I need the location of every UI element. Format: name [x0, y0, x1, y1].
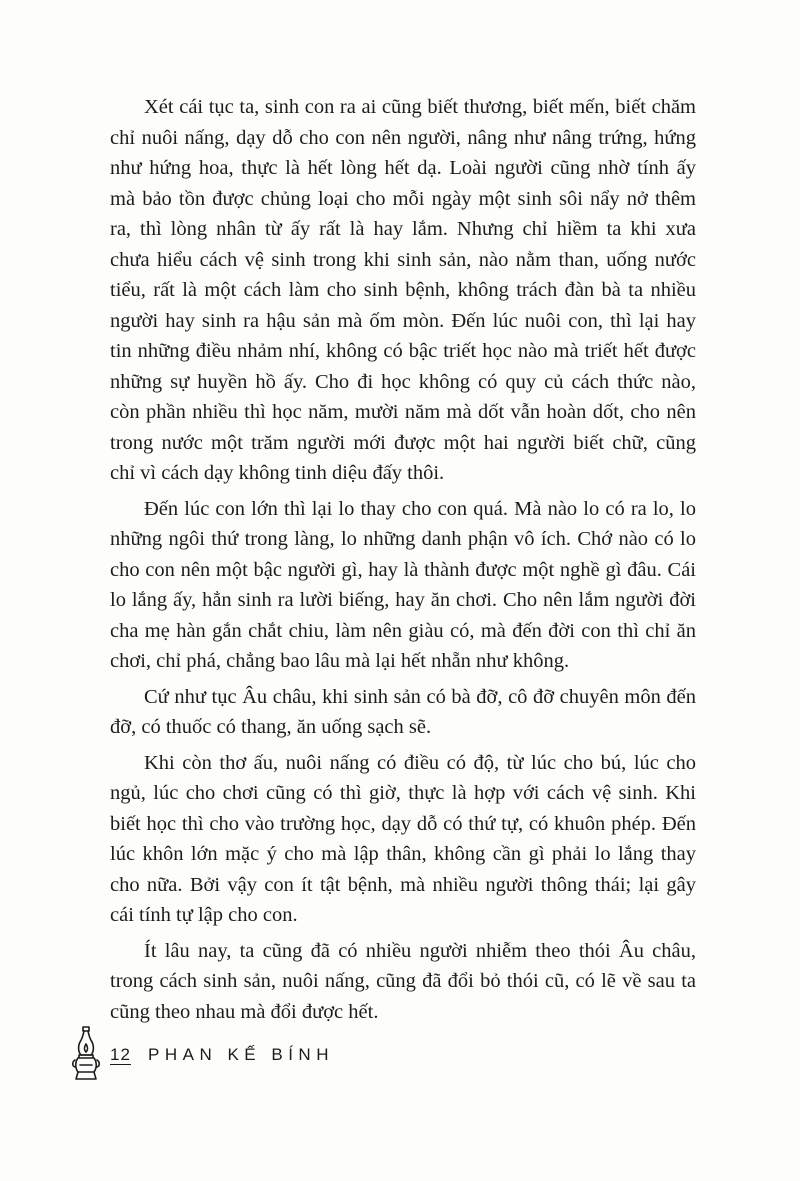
text-line: người hay sinh ra hậu sản mà ốm mòn. Đến lúc nuôi con, thì lại hay: [110, 309, 696, 332]
text-line: ngủ, lúc cho chơi cũng có thì giờ, thực là hợp với cách vệ sinh. Khi: [110, 782, 696, 804]
text-line: Ít lâu nay, ta cũng đã có nhiều người nhiễm theo thói Âu châu,: [144, 939, 696, 962]
text-line: biết học thì cho vào trường học, dạy dỗ có thứ tự, có khuôn phép. Đến: [110, 812, 696, 835]
text-line: Xét cái tục ta, sinh con ra ai cũng biết thương, biết mến, biết chăm: [144, 96, 696, 118]
text-line: mà bảo tồn được chủng loại cho mỗi ngày một sinh sôi nẩy nở thêm: [110, 187, 696, 210]
oil-lamp-icon: [70, 1024, 102, 1084]
text-line: cha mẹ hàn gắn chắt chiu, làm nên giàu có, mà đến đời con thì chỉ ăn: [110, 619, 696, 642]
text-line: cho nữa. Bởi vậy con ít tật bệnh, mà nhiều người thông thái; lại gây: [110, 873, 696, 896]
text-line: chỉ nuôi nấng, dạy dỗ cho con nên người, nâng như nâng trứng, hứng: [110, 126, 696, 149]
text-line: những ngôi thứ trong làng, lo những danh phận vô ích. Chớ nào có lo: [110, 528, 696, 550]
text-line: ra, thì lòng nhân từ ấy rất là hay lắm. Nhưng chỉ hiềm ta khi xưa: [110, 218, 696, 240]
page-footer: [70, 1024, 470, 1084]
text-line: Khi còn thơ ấu, nuôi nấng có điều có độ, từ lúc cho bú, lúc cho: [144, 751, 696, 774]
paragraph: [110, 494, 696, 677]
text-line: cái tính tự lập cho con.: [110, 904, 298, 926]
text-line: Cứ như tục Âu châu, khi sinh sản có bà đỡ, cô đỡ chuyên môn đến: [144, 685, 696, 708]
text-line: lúc khôn lớn mặc ý cho mà lập thân, không cần gì phải lo lắng thay: [110, 843, 696, 865]
text-line: đỡ, có thuốc có thang, ăn uống sạch sẽ.: [110, 716, 432, 738]
text-line: trong nước một trăm người mới được một hai người biết chữ, cũng: [110, 431, 696, 454]
text-line: cũng theo nhau mà đổi được hết.: [110, 1000, 379, 1023]
text-line: Đến lúc con lớn thì lại lo thay cho con quá. Mà nào lo có ra lo, lo: [144, 497, 696, 520]
text-line: chỉ vì cách dạy không tinh diệu đấy thôi.: [110, 462, 445, 484]
author-name: PHAN KẾ BÍNH: [148, 1045, 334, 1064]
text-line: còn phần nhiều thì học năm, mười năm mà dốt vẫn hoàn dốt, cho nên: [110, 401, 696, 423]
paragraph: [110, 92, 696, 489]
paragraph: [110, 936, 696, 1028]
text-line: lo lắng ấy, hẳn sinh ra lười biếng, hay ăn chơi. Cho nên lắm người đời: [110, 589, 696, 611]
text-line: chưa hiểu cách vệ sinh trong khi sinh sản, nào nằm than, uống nước: [110, 248, 696, 271]
text-line: tin những điều nhảm nhí, không có bậc triết học nào mà triết hết được: [110, 340, 696, 362]
text-line: trong cách sinh sản, nuôi nấng, cũng đã đổi bỏ thói cũ, có lẽ về sau ta: [110, 970, 696, 992]
text-line: như hứng hoa, thực là hết lòng hết dạ. Loài người cũng nhờ tính ấy: [110, 157, 696, 179]
page-number: 12: [110, 1045, 131, 1064]
paragraph: [110, 748, 696, 931]
text-line: tiểu, rất là một cách làm cho sinh bệnh, không trách đàn bà ta nhiều: [110, 279, 696, 301]
body-text: [110, 92, 696, 1027]
text-line: cho con nên một bậc người gì, hay là thành được một nghề gì đâu. Cái: [110, 558, 696, 581]
text-line: chơi, chỉ phá, chẳng bao lâu mà lại hết nhẵn như không.: [110, 650, 570, 672]
text-line: những sự huyền hồ ấy. Cho đi học không có quy củ cách thức nào,: [110, 370, 696, 393]
paragraph: [110, 682, 696, 743]
